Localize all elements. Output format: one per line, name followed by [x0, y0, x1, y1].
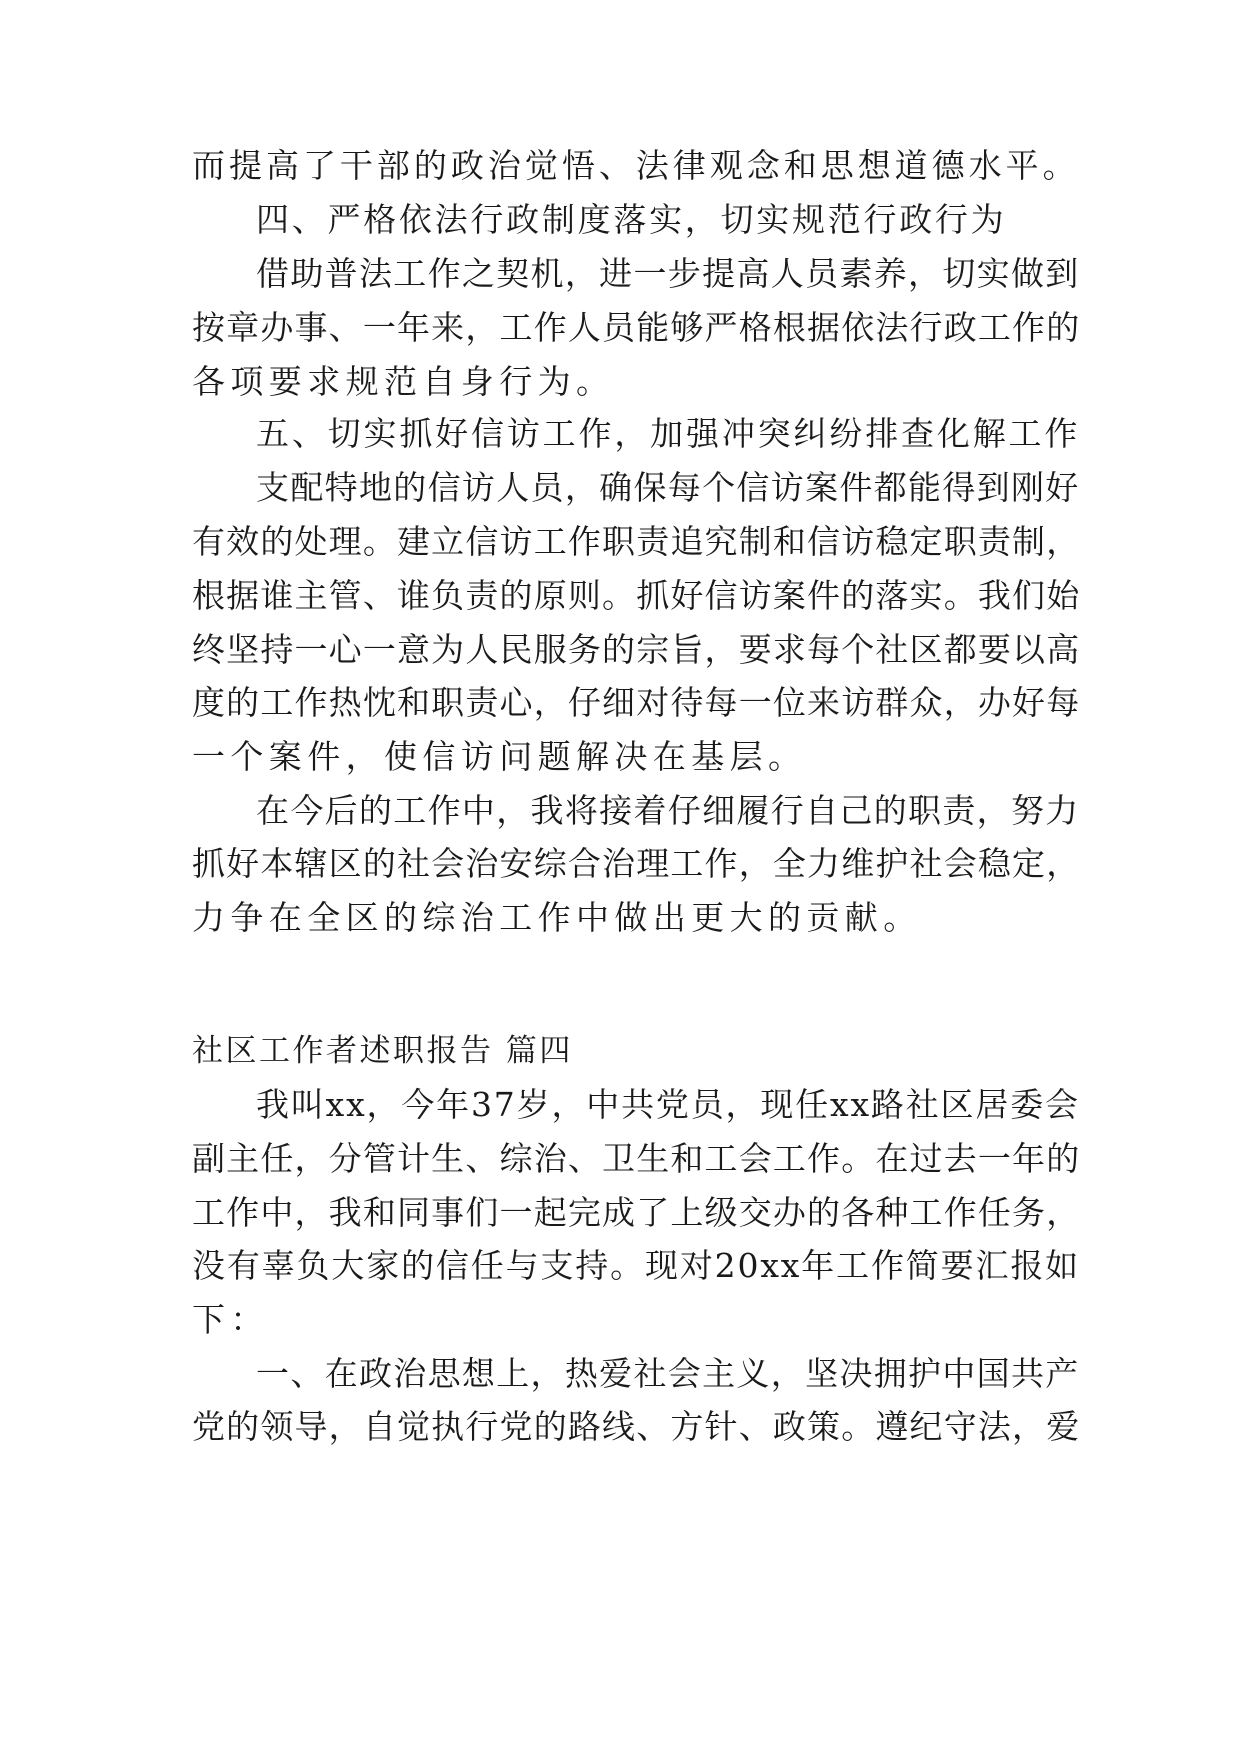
- text-line: 我叫xx，今年37岁，中共党员，现任xx路社区居委会: [256, 1085, 1080, 1124]
- text-line: 有效的处理。建立信访工作职责追究制和信访稳定职责制，: [192, 522, 1081, 561]
- text-line: 在今后的工作中，我将接着仔细履行自己的职责，努力: [256, 791, 1080, 830]
- text-line: 下：: [192, 1300, 269, 1339]
- text-line: 副主任，分管计生、综治、卫生和工会工作。在过去一年的: [192, 1139, 1081, 1178]
- section-heading-5: 五、切实抓好信访工作，加强冲突纠纷排查化解工作: [256, 414, 1081, 453]
- report-title: 社区工作者述职报告 篇四: [192, 1033, 573, 1069]
- text-line: 工作中，我和同事们一起完成了上级交办的各种工作任务，: [192, 1193, 1081, 1232]
- text-line: 一、在政治思想上，热爱社会主义，坚决拥护中国共产: [256, 1354, 1080, 1393]
- text-line: 党的领导，自觉执行党的路线、方针、政策。遵纪守法，爱: [192, 1407, 1081, 1446]
- text-line: 根据谁主管、谁负责的原则。抓好信访案件的落实。我们始: [192, 576, 1081, 615]
- text-line: 抓好本辖区的社会治安综合治理工作，全力维护社会稳定，: [192, 844, 1081, 883]
- text-line: 终坚持一心一意为人民服务的宗旨，要求每个社区都要以高: [192, 630, 1081, 669]
- text-line: 力争在全区的综治工作中做出更大的贡献。: [192, 898, 922, 937]
- text-line: 一个案件，使信访问题解决在基层。: [192, 737, 807, 776]
- text-line: 借助普法工作之契机，进一步提高人员素养，切实做到: [256, 254, 1080, 293]
- text-line: 按章办事、一年来，工作人员能够严格根据依法行政工作的: [192, 308, 1081, 347]
- text-line: 而提高了干部的政治觉悟、法律观念和思想道德水平。: [192, 146, 1080, 185]
- text-line: 度的工作热忱和职责心，仔细对待每一位来访群众，办好每: [192, 683, 1081, 722]
- text-line: 没有辜负大家的信任与支持。现对20xx年工作简要汇报如: [192, 1246, 1081, 1285]
- text-line: 各项要求规范自身行为。: [192, 362, 615, 401]
- section-heading-4: 四、严格依法行政制度落实，切实规范行政行为: [256, 200, 1007, 239]
- text-line: 支配特地的信访人员，确保每个信访案件都能得到刚好: [256, 468, 1080, 507]
